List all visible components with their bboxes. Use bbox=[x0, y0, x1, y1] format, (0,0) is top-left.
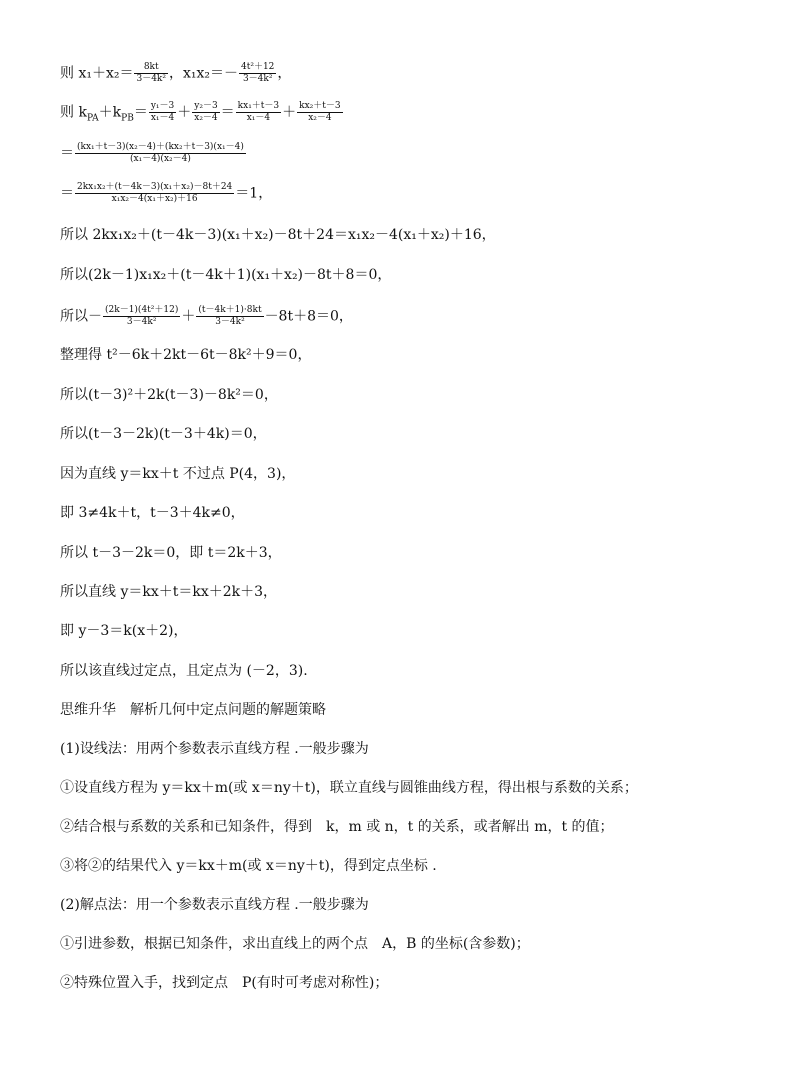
text-line: ①设直线方程为 y＝kx＋m(或 x＝ny＋t)，联立直线与圆锥曲线方程，得出根与系数的关系； bbox=[60, 780, 638, 796]
fraction bbox=[75, 142, 246, 165]
denominator: 3－4k² bbox=[215, 317, 245, 327]
numerator: (t－4k＋1)·8kt bbox=[198, 305, 262, 315]
numerator: kx₂＋t－3 bbox=[299, 101, 341, 111]
numerator: (kx₁＋t－3)(x₂－4)＋(kx₂＋t－3)(x₁－4) bbox=[77, 142, 244, 152]
text: ＋ bbox=[177, 104, 192, 121]
subscript: PA bbox=[86, 113, 99, 124]
text-line: ③将②的结果代入 y＝kx＋m(或 x＝ny＋t)，得到定点坐标 . bbox=[60, 858, 437, 874]
fraction bbox=[236, 101, 281, 124]
fraction bbox=[239, 62, 276, 85]
fraction bbox=[103, 305, 180, 328]
text: 则 k bbox=[60, 104, 87, 121]
numerator: kx₁＋t－3 bbox=[237, 101, 280, 111]
text-line: 所以(t－3－2k)(t－3＋4k)＝0， bbox=[60, 426, 267, 442]
numerator: 4t²＋12 bbox=[241, 62, 275, 72]
equation-combined-fraction bbox=[60, 142, 247, 165]
text: 则 x₁＋x₂＝ bbox=[60, 65, 134, 82]
subscript: PB bbox=[121, 113, 134, 124]
text: ＝ bbox=[133, 104, 148, 121]
text: ＝1， bbox=[235, 185, 273, 202]
denominator: x₁x₂－4(x₁＋x₂)＋16 bbox=[111, 194, 198, 204]
fraction bbox=[134, 62, 168, 85]
denominator: x₁－4 bbox=[150, 113, 175, 123]
numerator: (2k－1)(4t²＋12) bbox=[105, 305, 179, 315]
equation-roots-sum-product bbox=[60, 62, 291, 85]
text: ＋k bbox=[98, 104, 122, 121]
denominator: 3－4k² bbox=[126, 317, 157, 327]
fraction bbox=[192, 101, 219, 124]
text: ＝ bbox=[60, 185, 74, 202]
numerator: 2kx₁x₂＋(t－4k－3)(x₁＋x₂)－8t＋24 bbox=[77, 182, 233, 192]
denominator: (x₁－4)(x₂－4) bbox=[130, 154, 191, 164]
text-line: (2)解点法：用一个参数表示直线方程 .一般步骤为 bbox=[60, 897, 369, 913]
text-line: 因为直线 y＝kx＋t 不过点 P(4，3)， bbox=[60, 466, 296, 482]
numerator: y₂－3 bbox=[194, 101, 218, 111]
text: ，x₁x₂＝－ bbox=[168, 65, 238, 82]
text: ＝ bbox=[220, 104, 235, 121]
denominator: x₂－4 bbox=[194, 113, 218, 123]
text-line: ②特殊位置入手，找到定点 P(有时可考虑对称性)； bbox=[60, 975, 389, 991]
denominator: x₁－4 bbox=[246, 113, 271, 123]
denominator: x₂－4 bbox=[308, 113, 332, 123]
text-line: 所以(2k－1)x₁x₂＋(t－4k＋1)(x₁＋x₂)－8t＋8＝0， bbox=[60, 267, 392, 283]
equation-expanded-fraction bbox=[60, 182, 272, 205]
text-line: ②结合根与系数的关系和已知条件，得到 k，m 或 n，t 的关系，或者解出 m，t 的值； bbox=[60, 819, 614, 835]
text-line: ①引进参数，根据已知条件，求出直线上的两个点 A，B 的坐标(含参数)； bbox=[60, 936, 530, 952]
text-line: 所以该直线过定点，且定点为 (－2，3). bbox=[60, 663, 308, 679]
fraction bbox=[297, 101, 342, 124]
text-line: 所以(t－3)²＋2k(t－3)－8k²＝0， bbox=[60, 387, 278, 403]
text-line: 所以直线 y＝kx＋t＝kx＋2k＋3， bbox=[60, 584, 278, 600]
text-line: 即 3≠4k＋t，t－3＋4k≠0， bbox=[60, 505, 245, 521]
text-line: (1)设线法：用两个参数表示直线方程 .一般步骤为 bbox=[60, 741, 369, 757]
text-line: 所以 t－3－2k＝0，即 t＝2k＋3， bbox=[60, 545, 282, 561]
equation-slope-sum bbox=[60, 101, 344, 127]
equation-substitution bbox=[60, 305, 353, 328]
text: ， bbox=[277, 65, 292, 82]
denominator: 3－4k² bbox=[242, 74, 273, 84]
section-heading: 思维升华 解析几何中定点问题的解题策略 bbox=[60, 702, 326, 718]
text-line: 整理得 t²－6k＋2kt－6t－8k²＋9＝0， bbox=[60, 347, 312, 363]
numerator: 8kt bbox=[134, 62, 168, 74]
denominator: 3－4k² bbox=[136, 74, 166, 84]
numerator: y₁－3 bbox=[150, 101, 175, 111]
text: ＝ bbox=[60, 145, 74, 162]
fraction bbox=[196, 305, 263, 328]
text-line: 即 y－3＝k(x＋2)， bbox=[60, 623, 188, 639]
fraction bbox=[75, 182, 234, 205]
fraction bbox=[149, 101, 176, 124]
text: ＋ bbox=[282, 104, 297, 121]
text: －8t＋8＝0， bbox=[264, 308, 353, 325]
text: ＋ bbox=[181, 308, 196, 325]
text-line: 所以 2kx₁x₂＋(t－4k－3)(x₁＋x₂)－8t＋24＝x₁x₂－4(x₁＋x₂)＋16， bbox=[60, 227, 496, 243]
text: 所以－ bbox=[60, 308, 102, 325]
